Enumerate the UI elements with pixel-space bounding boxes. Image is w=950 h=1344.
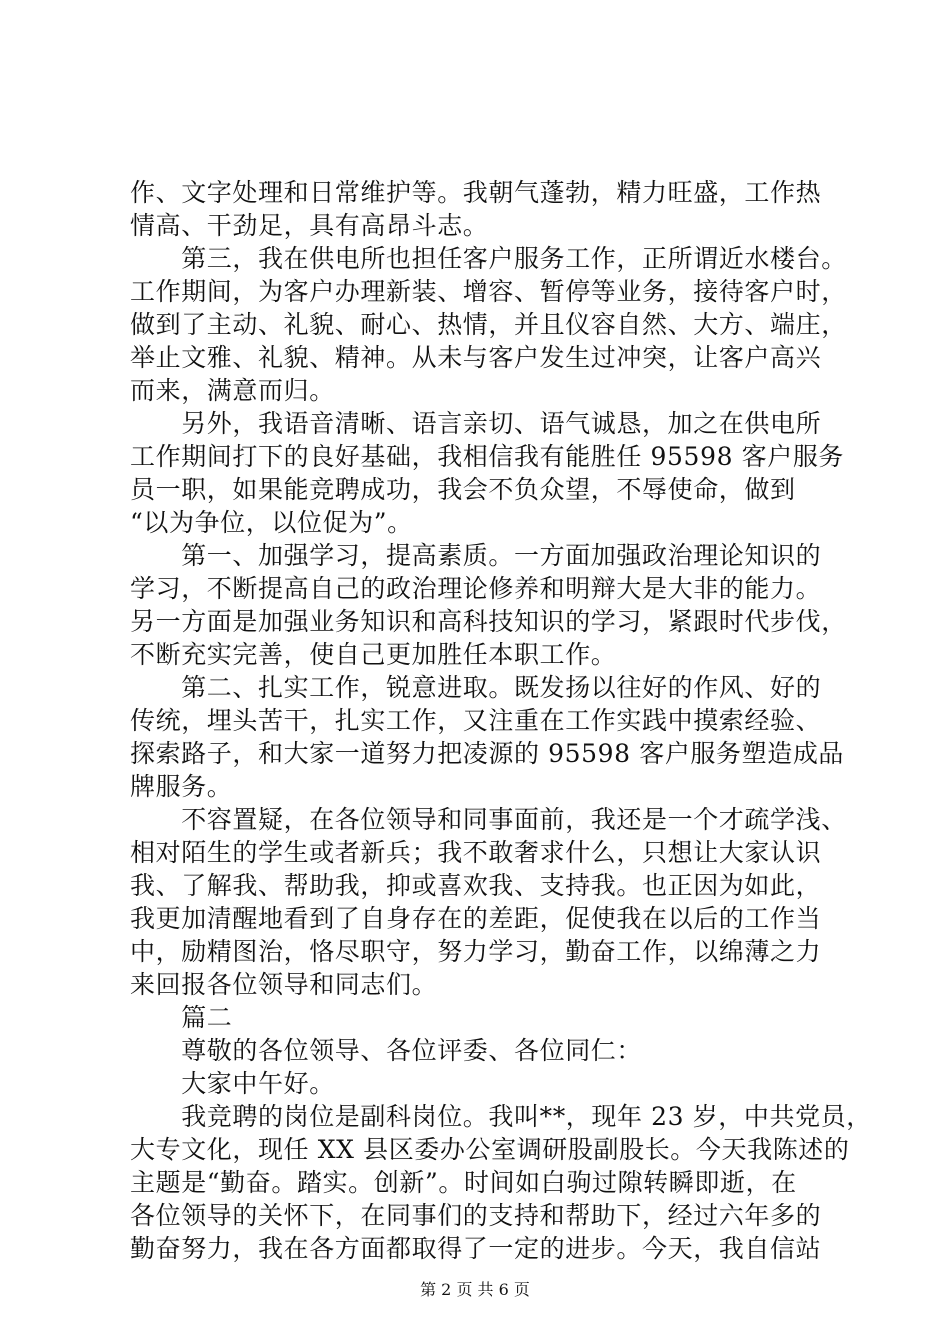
text-line: 第一、加强学习，提高素质。一方面加强政治理论知识的 xyxy=(130,541,822,570)
text-line: 尊敬的各位领导、各位评委、各位同仁： xyxy=(130,1036,643,1065)
text-line: 工作期间，为客户办理新装、增容、暂停等业务，接待客户时， xyxy=(130,277,847,306)
text-line: 主题是“勤奋。踏实。创新”。时间如白驹过隙转瞬即逝，在 xyxy=(130,1168,797,1197)
text-line: 传统，埋头苦干，扎实工作，又注重在工作实践中摸索经验、 xyxy=(130,706,822,735)
text-line: 第二、扎实工作，锐意进取。既发扬以往好的作风、好的 xyxy=(130,673,822,702)
text-line: 牌服务。 xyxy=(130,772,233,801)
text-line: 作、文字处理和日常维护等。我朝气蓬勃，精力旺盛，工作热 xyxy=(130,178,822,207)
text-line: 勤奋努力，我在各方面都取得了一定的进步。今天，我自信站 xyxy=(130,1234,822,1263)
text-line: 不断充实完善，使自己更加胜任本职工作。 xyxy=(130,640,617,669)
text-line: 不容置疑，在各位领导和同事面前，我还是一个才疏学浅、 xyxy=(130,805,847,834)
text-line: “以为争位，以位促为”。 xyxy=(130,508,413,537)
page-number: 第 2 页 共 6 页 xyxy=(420,1280,530,1299)
text-line: 做到了主动、礼貌、耐心、热情，并且仪容自然、大方、端庄， xyxy=(130,310,847,339)
text-line: 而来，满意而归。 xyxy=(130,376,335,405)
text-line: 第三，我在供电所也担任客户服务工作，正所谓近水楼台。 xyxy=(130,244,847,273)
text-line: 大家中午好。 xyxy=(130,1069,335,1098)
text-line: 各位领导的关怀下，在同事们的支持和帮助下，经过六年多的 xyxy=(130,1201,822,1230)
text-line: 来回报各位领导和同志们。 xyxy=(130,970,438,999)
text-line: 我竞聘的岗位是副科岗位。我叫**，现年 23 岁，中共党员， xyxy=(130,1102,872,1131)
text-line: 工作期间打下的良好基础，我相信我有能胜任 95598 客户服务 xyxy=(130,442,845,471)
text-line: 我更加清醒地看到了自身存在的差距，促使我在以后的工作当 xyxy=(130,904,822,933)
text-line: 另一方面是加强业务知识和高科技知识的学习，紧跟时代步伐， xyxy=(130,607,847,636)
text-line: 探索路子，和大家一道努力把凌源的 95598 客户服务塑造成品 xyxy=(130,739,845,768)
text-line: 学习，不断提高自己的政治理论修养和明辩大是大非的能力。 xyxy=(130,574,822,603)
text-line: 相对陌生的学生或者新兵；我不敢奢求什么，只想让大家认识 xyxy=(130,838,822,867)
text-line: 举止文雅、礼貌、精神。从未与客户发生过冲突，让客户高兴 xyxy=(130,343,822,372)
text-line: 情高、干劲足，具有高昂斗志。 xyxy=(130,211,489,240)
text-line: 我、了解我、帮助我，抑或喜欢我、支持我。也正因为如此， xyxy=(130,871,822,900)
section-heading: 篇二 xyxy=(130,1003,233,1032)
text-line: 中，励精图治，恪尽职守，努力学习，勤奋工作，以绵薄之力 xyxy=(130,937,822,966)
text-line: 另外，我语音清晰、语言亲切、语气诚恳，加之在供电所 xyxy=(130,409,822,438)
text-line: 大专文化，现任 XX 县区委办公室调研股副股长。今天我陈述的 xyxy=(130,1135,850,1164)
text-line: 员一职，如果能竞聘成功，我会不负众望，不辱使命，做到 xyxy=(130,475,796,504)
